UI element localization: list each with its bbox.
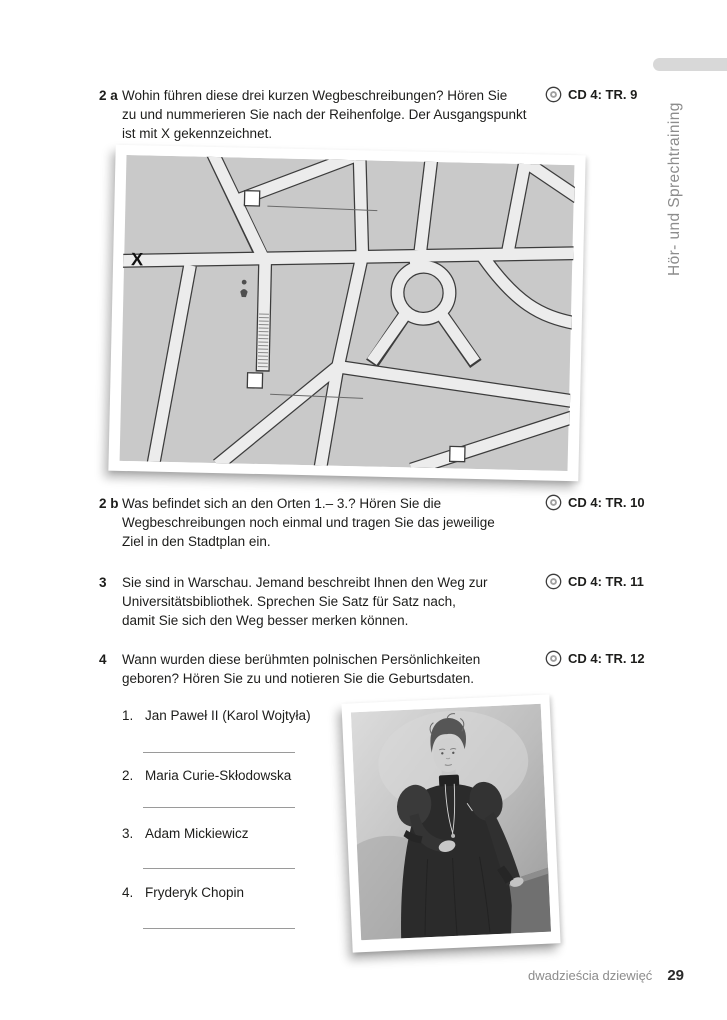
list-item-number: 2. (122, 768, 134, 783)
text-line: Wann wurden diese berühmten polnischen Persönlichkeiten (122, 652, 481, 667)
answer-blank-4 (143, 928, 295, 929)
exercise-text (122, 573, 546, 630)
page-number-word: dwadzieścia dziewięć (528, 968, 653, 983)
person-name: Jan Paweł II (Karol Wojtyła) (145, 708, 311, 723)
page-footer (528, 967, 684, 984)
list-item (122, 885, 244, 900)
text-line: Wohin führen diese drei kurzen Wegbeschreibungen? Hören Sie (122, 88, 508, 103)
exercise-3 (99, 573, 644, 630)
section-tab-bar (653, 58, 727, 71)
text-line: Ziel in den Stadtplan ein. (122, 534, 271, 549)
person-name: Fryderyk Chopin (145, 885, 245, 900)
text-line: ist mit X gekennzeichnet. (122, 126, 273, 141)
section-title-vertical: Hör- und Sprechtraining (666, 102, 683, 276)
list-item (122, 708, 311, 723)
exercise-2b (99, 494, 644, 551)
exercise-text (122, 650, 546, 688)
text-line: Wegbeschreibungen noch einmal und tragen Sie das jeweilige (122, 515, 495, 530)
cd-icon (545, 494, 562, 511)
exercise-number: 2 b (99, 496, 119, 511)
list-item-number: 1. (122, 708, 134, 723)
cd-track-label: CD 4: TR. 9 (568, 87, 638, 102)
city-map-image (108, 145, 585, 482)
text-line: Universitätsbibliothek. Sprechen Sie Satz für Satz nach, (122, 594, 456, 609)
portrait-photo-svg (351, 704, 551, 940)
portrait-photo (341, 694, 560, 952)
start-x-marker: X (130, 249, 144, 270)
answer-blank-3 (143, 868, 295, 869)
page-number: 29 (667, 967, 684, 984)
text-line: Sie sind in Warschau. Jemand beschreibt Ihnen den Weg zur (122, 575, 488, 590)
exercise-4 (99, 650, 644, 688)
exercise-text (122, 86, 546, 143)
text-line: geboren? Hören Sie zu und notieren Sie die Geburtsdaten. (122, 671, 474, 686)
cd-track-badge (545, 494, 645, 511)
exercise-number: 4 (99, 652, 107, 667)
cd-track-label: CD 4: TR. 11 (568, 574, 644, 589)
cd-icon (545, 573, 562, 590)
cd-track-badge (545, 573, 644, 590)
answer-blank-1 (143, 752, 295, 753)
cd-icon (545, 650, 562, 667)
cd-icon (545, 86, 562, 103)
cd-track-label: CD 4: TR. 12 (568, 651, 645, 666)
cd-track-label: CD 4: TR. 10 (568, 495, 645, 510)
map-answer-box-3 (450, 446, 465, 461)
list-item-number: 3. (122, 826, 134, 841)
answer-blank-2 (143, 807, 295, 808)
text-line: zu und nummerieren Sie nach der Reihenfolge. Der Ausgangspunkt (122, 107, 527, 122)
exercise-number: 2 a (99, 88, 118, 103)
person-name: Maria Curie-Skłodowska (145, 768, 292, 783)
person-name: Adam Mickiewicz (145, 826, 249, 841)
cd-track-badge (545, 86, 637, 103)
exercise-2a (99, 86, 644, 143)
text-line: Was befindet sich an den Orten 1.– 3.? Hören Sie die (122, 496, 442, 511)
map-answer-box-2 (247, 373, 262, 388)
map-answer-box-1 (244, 191, 259, 206)
text-line: damit Sie sich den Weg besser merken können. (122, 613, 409, 628)
list-item-number: 4. (122, 885, 134, 900)
list-item (122, 768, 291, 783)
exercise-text (122, 494, 546, 551)
cd-track-badge (545, 650, 645, 667)
exercise-number: 3 (99, 575, 107, 590)
city-map-svg (119, 155, 576, 471)
list-item (122, 826, 249, 841)
